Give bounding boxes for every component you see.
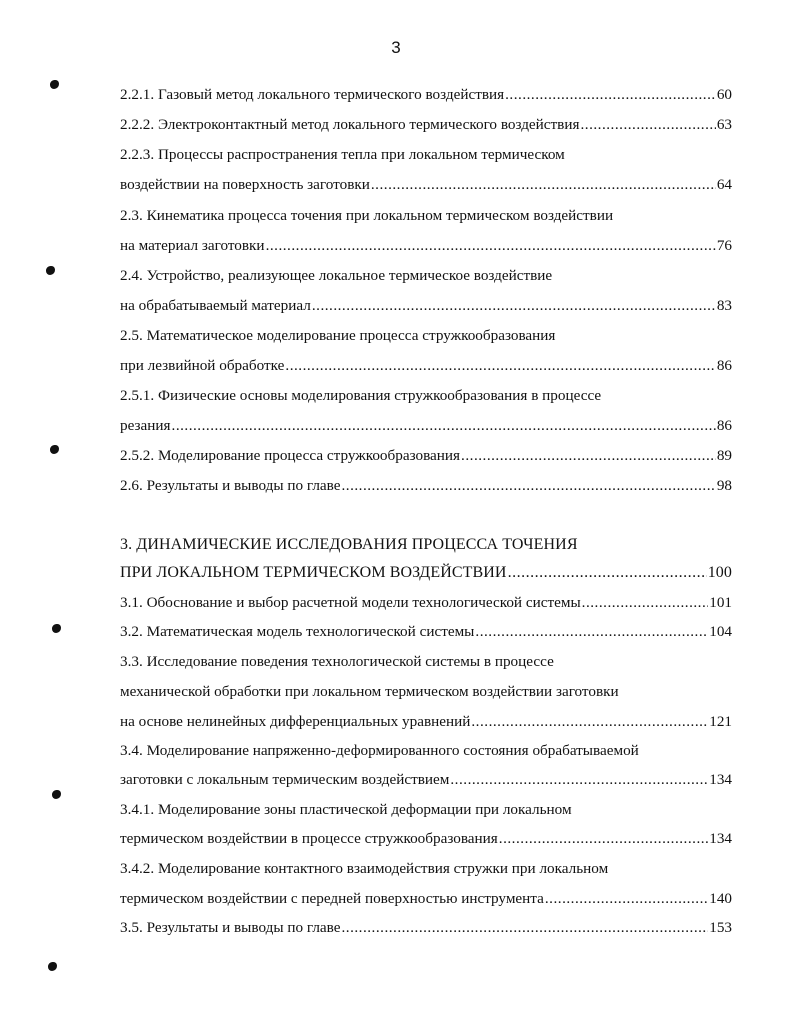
leader-dots — [475, 622, 708, 642]
toc-entry-title: 3.2. Математическая модель технологической системы — [120, 623, 475, 640]
toc-entry-title: резания — [120, 417, 171, 434]
toc-entry-title: на обрабатываемый материал — [120, 297, 311, 314]
toc-entry-title: термическом воздействии с передней поверхностью инструмента — [120, 890, 544, 907]
toc-entry-line: 3.4.2. Моделирование контактного взаимодействия стружки при локальном — [120, 860, 609, 877]
toc-entry[interactable] — [120, 889, 732, 909]
toc-entry-page: 86 — [716, 417, 732, 434]
toc-entry-title: на основе нелинейных дифференциальных уравнений — [120, 713, 471, 730]
leader-dots — [508, 563, 707, 583]
toc-entry-page: 153 — [709, 919, 732, 936]
toc-entry[interactable] — [120, 446, 732, 466]
toc-entry[interactable] — [120, 296, 732, 316]
toc-entry-line: 2.5.1. Физические основы моделирования стружкообразования в процессе — [120, 387, 602, 404]
toc-entry[interactable] — [120, 563, 732, 583]
punch-mark — [48, 962, 57, 971]
toc-entry[interactable] — [120, 622, 732, 642]
toc-entry-title: термическом воздействии в процессе стружкообразования — [120, 830, 498, 847]
toc-entry-page: 134 — [709, 830, 732, 847]
toc-entry-line: 2.5. Математическое моделирование процесса стружкообразования — [120, 327, 556, 344]
leader-dots — [312, 296, 716, 316]
toc-entry[interactable] — [120, 476, 732, 496]
punch-mark — [52, 790, 61, 799]
leader-dots — [499, 829, 708, 849]
toc-entry-page: 64 — [716, 176, 732, 193]
leader-dots — [450, 770, 708, 790]
leader-dots — [341, 476, 715, 496]
toc-entry-title: 2.2.2. Электроконтактный метод локального термического воздействия — [120, 116, 580, 133]
toc-entry-page: 63 — [716, 116, 732, 133]
toc-entry-title: на материал заготовки — [120, 237, 265, 254]
toc-entry-line: 3.4. Моделирование напряженно-деформированного состояния обрабатываемой — [120, 742, 639, 759]
toc-entry-line: механической обработки при локальном термическом воздействии заготовки — [120, 683, 619, 700]
toc-entry-title: 3.5. Результаты и выводы по главе — [120, 919, 341, 936]
toc-entry-title: 3.1. Обоснование и выбор расчетной модели технологической системы — [120, 594, 581, 611]
toc-entry-page: 98 — [716, 477, 732, 494]
toc-entry[interactable] — [120, 85, 732, 105]
toc-entry-line: 2.2.3. Процессы распространения тепла при локальном термическом — [120, 146, 565, 163]
toc-entry-title: 2.2.1. Газовый метод локального термического воздействия — [120, 86, 505, 103]
toc-entry-page: 83 — [716, 297, 732, 314]
toc-entry[interactable] — [120, 918, 732, 938]
leader-dots — [172, 416, 716, 436]
toc-entry[interactable] — [120, 236, 732, 256]
punch-mark — [50, 80, 59, 89]
toc-entry[interactable] — [120, 770, 732, 790]
toc-entry-title: воздействии на поверхность заготовки — [120, 176, 370, 193]
toc-entry-title: 2.5.2. Моделирование процесса стружкообразования — [120, 447, 461, 464]
toc-entry[interactable] — [120, 356, 732, 376]
chapter-heading: 3. ДИНАМИЧЕСКИЕ ИССЛЕДОВАНИЯ ПРОЦЕССА ТОЧЕНИЯ — [120, 536, 578, 553]
toc-entry-title: 2.6. Результаты и выводы по главе — [120, 477, 341, 494]
toc-entry-page: 134 — [709, 771, 732, 788]
leader-dots — [371, 175, 716, 195]
punch-mark — [52, 624, 61, 633]
toc-entry-page: 121 — [709, 713, 732, 730]
leader-dots — [471, 712, 708, 732]
toc-entry-title: ПРИ ЛОКАЛЬНОМ ТЕРМИЧЕСКОМ ВОЗДЕЙСТВИИ — [120, 564, 507, 581]
leader-dots — [545, 889, 708, 909]
toc-entry-page: 60 — [716, 86, 732, 103]
toc-entry-page: 86 — [716, 357, 732, 374]
toc-entry-page: 101 — [709, 594, 732, 611]
punch-mark — [50, 445, 59, 454]
toc-entry-line: 2.4. Устройство, реализующее локальное термическое воздействие — [120, 267, 553, 284]
toc-entry-line: 3.3. Исследование поведения технологической системы в процессе — [120, 653, 554, 670]
toc-entry[interactable] — [120, 175, 732, 195]
toc-entry[interactable] — [120, 712, 732, 732]
leader-dots — [505, 85, 716, 105]
leader-dots — [582, 593, 709, 613]
toc-entry-title: при лезвийной обработке — [120, 357, 285, 374]
toc-entry-title: заготовки с локальным термическим воздействием — [120, 771, 450, 788]
toc-entry[interactable] — [120, 593, 732, 613]
toc-entry-line: 2.3. Кинематика процесса точения при локальном термическом воздействии — [120, 207, 614, 224]
leader-dots — [461, 446, 716, 466]
leader-dots — [341, 918, 708, 938]
toc-entry-page: 100 — [707, 564, 732, 581]
leader-dots — [285, 356, 715, 376]
punch-mark — [46, 266, 55, 275]
toc-entry-page: 104 — [709, 623, 732, 640]
toc-entry-page: 76 — [716, 237, 732, 254]
leader-dots — [580, 115, 715, 135]
toc-entry[interactable] — [120, 115, 732, 135]
toc-entry[interactable] — [120, 829, 732, 849]
toc-entry-page: 140 — [709, 890, 732, 907]
page-number: 3 — [391, 38, 401, 57]
leader-dots — [266, 236, 716, 256]
toc-entry-line: 3.4.1. Моделирование зоны пластической деформации при локальном — [120, 801, 572, 818]
toc-entry-page: 89 — [716, 447, 732, 464]
toc-entry[interactable] — [120, 416, 732, 436]
